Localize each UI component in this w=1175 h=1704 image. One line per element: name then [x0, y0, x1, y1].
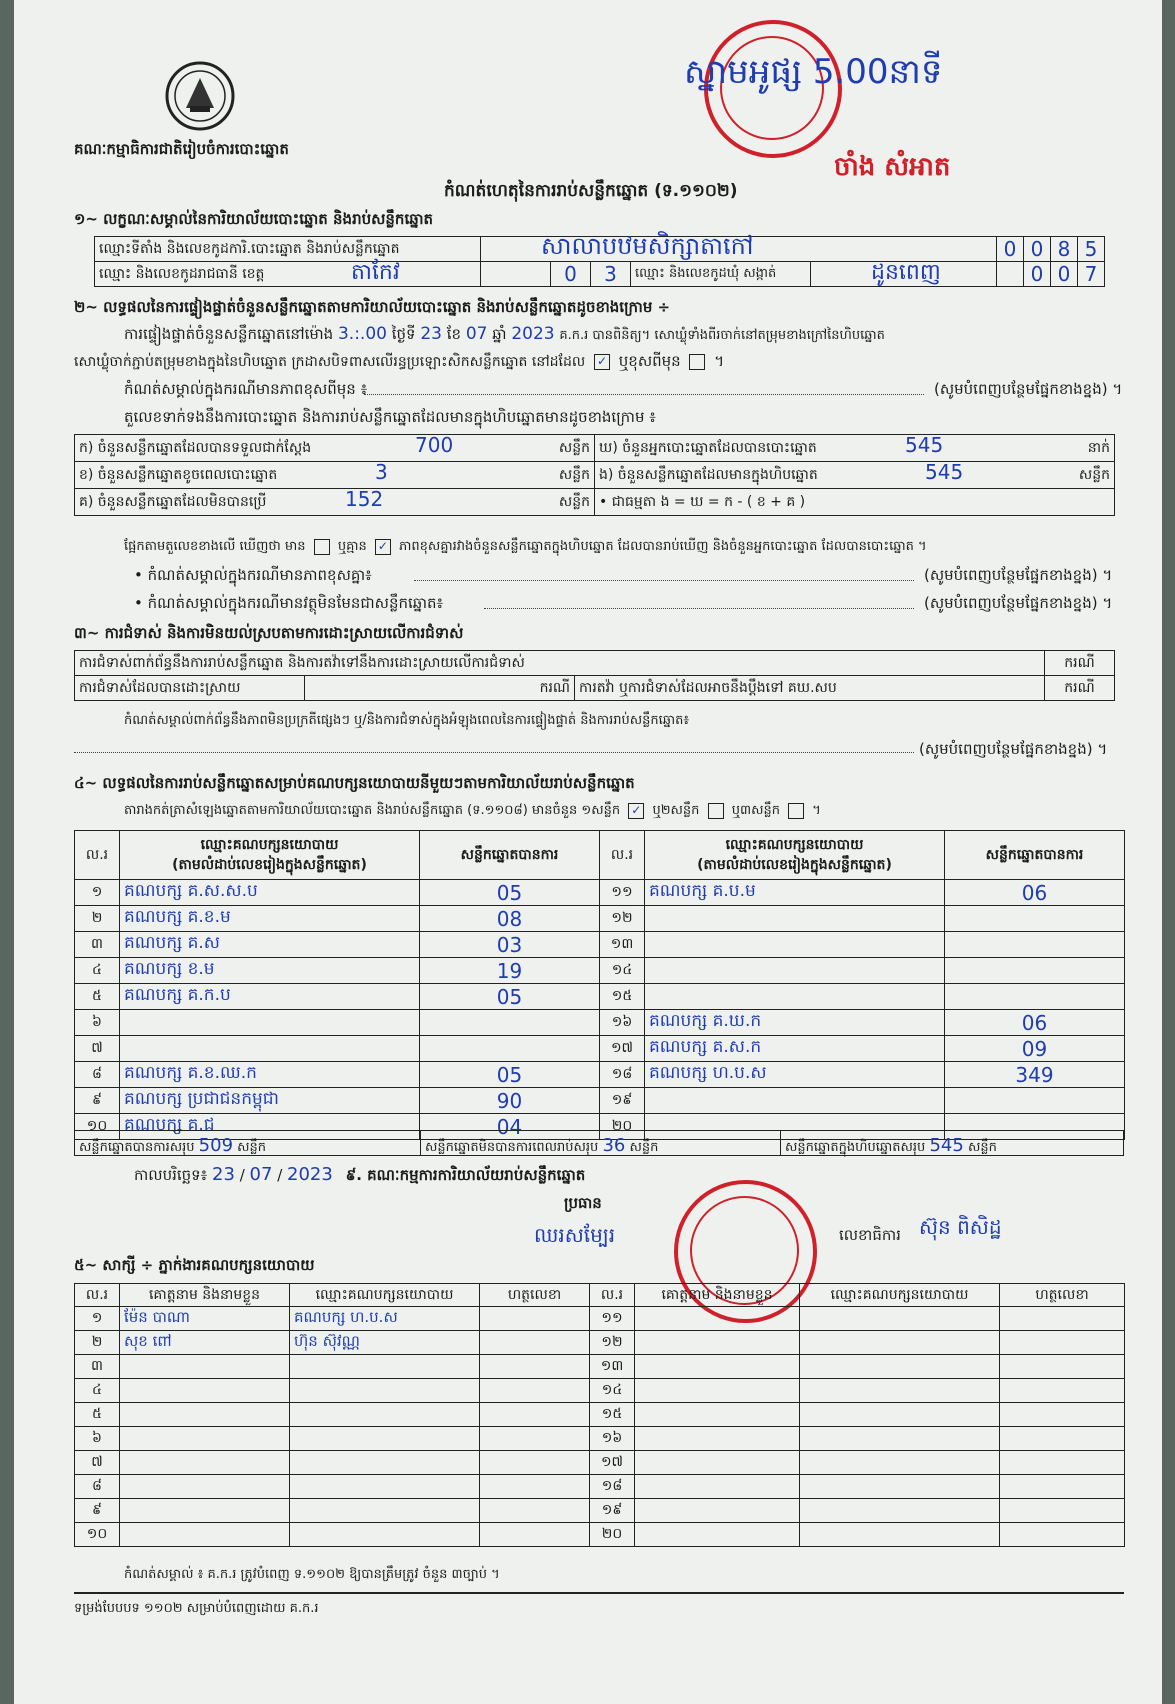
verification-line: [124, 324, 885, 347]
witness-party: [800, 1451, 1000, 1475]
bullet2-fill: (សូមបំពេញបន្ថែមផ្នែកខាងខ្នង) ។: [924, 594, 1113, 612]
result-party: គណបក្ស គ.ជ: [120, 1114, 420, 1140]
result-no: ១៤: [600, 958, 645, 984]
difference-note-label: កំណត់សម្គាល់ក្នុងករណីមានភាពខុសពីមុន ៖: [124, 380, 368, 398]
section4-heading: ៤~ លទ្ធផលនៃការរាប់សន្លឹកឆ្នោតសម្រាប់គណបក្សនយោបាយនីមួយៗតាមការិយាល័យរាប់សន្លឹកឆ្នោត: [74, 774, 635, 792]
tally-intro-text: តារាងកត់ត្រាសំឡេងឆ្នោតតាមការិយាល័យបោះឆ្នោត និងរាប់សន្លឹកឆ្នោត (ទ.១១០៨) មានចំនួន ១សន្លឹក: [124, 803, 621, 818]
document-page: [14, 0, 1162, 1704]
witness-col-party-left: ឈ្មោះគណបក្សនយោបាយ: [290, 1284, 480, 1307]
section1-heading: ១~ លក្ខណៈសម្គាល់នៃការិយាល័យបោះឆ្នោត និងរាប់សន្លឹកឆ្នោត: [74, 210, 434, 228]
witness-party: [800, 1523, 1000, 1547]
result-party: គណបក្ស គ.ក.ប: [120, 984, 420, 1010]
results-col-votes-right: សន្លឹកឆ្នោតបានការ: [945, 831, 1125, 880]
witness-row: [75, 1523, 1125, 1547]
total-box-unit: សន្លឹក: [967, 1140, 997, 1155]
witness-signature: [480, 1331, 590, 1355]
witness-no: ១៦: [590, 1427, 635, 1451]
witness-name: [635, 1475, 800, 1499]
witness-row: [75, 1499, 1125, 1523]
witness-no: ១៥: [590, 1403, 635, 1427]
result-no: ២០: [600, 1114, 645, 1140]
result-votes: [420, 1036, 600, 1062]
results-col-party-left: [120, 831, 420, 880]
witness-party: [290, 1379, 480, 1403]
witness-no: ៤: [75, 1379, 120, 1403]
witness-name: [120, 1355, 290, 1379]
witness-name: [120, 1379, 290, 1403]
witness-row: [75, 1475, 1125, 1499]
verification-time: 3.:.00: [337, 324, 387, 344]
witness-col-no-right: ល.រ: [590, 1284, 635, 1307]
witness-no: ២: [75, 1331, 120, 1355]
section3-heading: ៣~ ការជំទាស់ និងការមិនយល់ស្របតាមការដោះស្រាយលើការជំទាស់: [74, 624, 464, 642]
discrepancy-text-b: ឬគ្មាន: [337, 539, 367, 554]
voters-value: 545: [905, 433, 944, 457]
witness-signature: [480, 1475, 590, 1499]
president-label: ប្រធាន: [564, 1194, 602, 1212]
results-row: [75, 906, 1125, 932]
spoiled-label: ខ) ចំនួនសន្លឹកឆ្នោតខូចពេលបោះឆ្នោត: [79, 466, 278, 483]
station-code-1: 0: [997, 237, 1024, 262]
result-no: ២: [75, 906, 120, 932]
witness-party: [290, 1475, 480, 1499]
document-title: កំណត់ហេតុនៃការរាប់សន្លឹកឆ្នោត (ទ.១១០២): [444, 181, 738, 201]
result-party: គណបក្ស ប្រជាជនកម្ពុជា: [120, 1088, 420, 1114]
result-party: [120, 1010, 420, 1036]
result-party: គណបក្ស គ.ស: [120, 932, 420, 958]
witness-no: ៣: [75, 1355, 120, 1379]
objections-label: ការជំទាស់ពាក់ព័ន្ធនឹងការរាប់សន្លឹកឆ្នោត និងការតវ៉ាទៅនឹងការដោះស្រាយលើការជំទាស់: [75, 651, 1045, 676]
witness-name: [120, 1427, 290, 1451]
witness-signature: [480, 1379, 590, 1403]
result-party: [645, 1088, 945, 1114]
witness-no: ៦: [75, 1427, 120, 1451]
witness-party: [800, 1307, 1000, 1331]
witness-name: [120, 1403, 290, 1427]
nec-emblem: [164, 60, 236, 132]
witness-no: ៨: [75, 1475, 120, 1499]
handwritten-name-right: ចាំង សំអាត: [834, 152, 951, 182]
total-invalid-value: 36: [602, 1135, 626, 1156]
verification-text-d: ឆ្នាំ: [492, 325, 507, 343]
appeal-unit: ករណី: [1045, 676, 1115, 701]
results-col-votes-left: សន្លឹកឆ្នោតបានការ: [420, 831, 600, 880]
tally-intro: តារាងកត់ត្រាសំឡេងឆ្នោតតាមការិយាល័យបោះឆ្នោត និងរាប់សន្លឹកឆ្នោត (ទ.១១០៨) មានចំនួន ១សន្លឹក ✓ ឬ២សន្លឹក ឬ៣សន្លឹក ។: [124, 802, 821, 818]
received-value: 700: [415, 433, 454, 457]
total-valid-label: សន្លឹកឆ្នោតបានការសរុប: [79, 1140, 195, 1155]
result-votes: [945, 932, 1125, 958]
witness-signature: [1000, 1403, 1125, 1427]
verification-month: 07: [465, 324, 488, 344]
commune-code-1: 0: [1024, 262, 1051, 287]
witness-signature: [1000, 1307, 1125, 1331]
total-invalid-label: សន្លឹកឆ្នោតមិនបានការពេលរាប់សរុប: [425, 1140, 599, 1155]
witness-col-sig-right: ហត្ថលេខា: [1000, 1284, 1125, 1307]
witness-party: [290, 1451, 480, 1475]
witness-name: [635, 1331, 800, 1355]
unused-label: គ) ចំនួនសន្លឹកឆ្នោតដែលមិនបានប្រើ: [79, 493, 267, 510]
witness-no: ១៣: [590, 1355, 635, 1379]
witness-table: [74, 1283, 1125, 1547]
unused-value: 152: [345, 487, 384, 511]
discrepancy-text-c: ភាពខុសគ្នារវាងចំនួនសន្លឹកឆ្នោតក្នុងហិបឆ្នោត ដែលបានរាប់ឃើញ និងចំនួនអ្នកបោះឆ្នោត ដែលបានបោះឆ្នោត ។: [399, 539, 927, 554]
witness-no: ១៧: [590, 1451, 635, 1475]
received-unit: សន្លឹក: [558, 440, 590, 456]
witness-party: [290, 1403, 480, 1427]
witness-no: ៧: [75, 1451, 120, 1475]
discrepancy-line: [124, 538, 927, 557]
result-party: [645, 906, 945, 932]
in-box-value: 545: [925, 460, 964, 484]
secretary-label: លេខាធិការ: [839, 1226, 901, 1244]
result-votes: [945, 1088, 1125, 1114]
bullet2-label: • កំណត់សម្គាល់ក្នុងករណីមានវត្ថុមិនមែនជាសន្លឹកឆ្នោត៖: [134, 594, 444, 612]
section5-heading: ៥~ សាក្សី ÷ ភ្នាក់ងារគណបក្សនយោបាយ: [74, 1256, 315, 1274]
verification-day: 23: [420, 324, 442, 344]
result-votes: 06: [945, 880, 1125, 906]
witness-party: [800, 1427, 1000, 1451]
witness-col-name-right: គោត្តនាម និងនាមខ្លួន: [635, 1284, 800, 1307]
station-code-2: 0: [1024, 237, 1051, 262]
witness-no: ១៤: [590, 1379, 635, 1403]
witness-row: [75, 1451, 1125, 1475]
two-sheet-text: ឬ២សន្លឹក: [652, 803, 700, 818]
total-box-label: សន្លឹកឆ្នោតក្នុងហិបឆ្នោតសរុប: [785, 1140, 926, 1155]
results-col-party-right: [645, 831, 945, 880]
result-no: ១៦: [600, 1010, 645, 1036]
result-no: ៣: [75, 932, 120, 958]
result-no: ១៩: [600, 1088, 645, 1114]
objections-unit: ករណី: [1045, 651, 1115, 676]
signing-date: កាលបរិច្ឆេទ៖ 23 / 07 / 2023 ៩. គណៈកម្មការការិយាល័យរាប់សន្លឹកឆ្នោត: [134, 1164, 586, 1185]
unused-unit: សន្លឹក: [558, 494, 590, 510]
commune-label: ឈ្មោះ និងលេខកូដឃុំ សង្កាត់: [631, 262, 811, 287]
result-party: គណបក្ស គ.ខ.ឈ.ក: [120, 1062, 420, 1088]
province-code-2: 3: [591, 262, 631, 287]
bullet1-label: • កំណត់សម្គាល់ក្នុងករណីមានភាពខុសគ្នា៖: [134, 566, 372, 584]
commune-code-3: 7: [1078, 262, 1105, 287]
result-party: គណបក្ស គ.ខ.ម: [120, 906, 420, 932]
results-table: [74, 830, 1125, 1140]
witness-party: [800, 1403, 1000, 1427]
bullet2-line: [134, 594, 1114, 616]
total-valid-value: 509: [198, 1135, 234, 1156]
witness-row: [75, 1427, 1125, 1451]
date-day: 23: [212, 1164, 235, 1185]
witness-row: [75, 1379, 1125, 1403]
result-no: ៦: [75, 1010, 120, 1036]
secretary-signature: ស៊ុន ពិសិដ្ឋ: [919, 1215, 1002, 1239]
witness-signature: [1000, 1331, 1125, 1355]
result-votes: [945, 958, 1125, 984]
result-party: [645, 958, 945, 984]
result-no: ១: [75, 880, 120, 906]
witness-no: ១១: [590, 1307, 635, 1331]
result-votes: 08: [420, 906, 600, 932]
witness-party: គណបក្ស ហ.ប.ស: [290, 1307, 480, 1331]
results-row: [75, 958, 1125, 984]
result-votes: 05: [420, 984, 600, 1010]
date-year: 2023: [287, 1164, 333, 1185]
three-sheet-text: ឬ៣សន្លឹក: [731, 803, 780, 818]
station-code-3: 8: [1051, 237, 1078, 262]
witness-party: [800, 1355, 1000, 1379]
result-votes: 349: [945, 1062, 1125, 1088]
results-col-party-right-sub: (តាមលំដាប់លេខរៀងក្នុងសន្លឹកឆ្នោត): [697, 857, 892, 873]
two-sheet-checkbox[interactable]: [708, 803, 724, 819]
witness-name: ម៉ែន បាណា: [120, 1307, 290, 1331]
polling-station-value: សាលាបឋមសិក្សាតាកៅ: [541, 232, 754, 260]
witness-signature: [480, 1403, 590, 1427]
witness-signature: [480, 1523, 590, 1547]
total-invalid-unit: សន្លឹក: [629, 1140, 659, 1155]
results-row: [75, 880, 1125, 906]
one-sheet-checkbox[interactable]: ✓: [628, 803, 644, 819]
witness-row: [75, 1403, 1125, 1427]
appeal-label: ការតវ៉ា ឬការជំទាស់ដែលអាចនឹងប្តឹងទៅ គឃ.សប: [575, 676, 1045, 701]
witness-signature: [480, 1355, 590, 1379]
figures-intro: តួលេខទាក់ទងនឹងការបោះឆ្នោត និងការរាប់សន្លឹកឆ្នោតដែលមានក្នុងហិបឆ្នោតមានដូចខាងក្រោម ៖: [124, 408, 656, 426]
seal-text: សោឃ្លុំចាក់ភ្ជាប់តម្រុមខាងក្នុងនៃហិបឆ្នោត ក្រដាសបិទពាសលើរន្ធប្រឡោះសិកសន្លឹកឆ្នោត នៅដដែល: [74, 354, 586, 370]
spoiled-value: 3: [375, 460, 388, 484]
witness-name: [635, 1427, 800, 1451]
witness-name: [635, 1451, 800, 1475]
result-votes: 19: [420, 958, 600, 984]
witness-signature: [1000, 1355, 1125, 1379]
handwritten-stamp-note: ស្នាមអូផ្ស 5.00នាទី: [684, 52, 943, 92]
witness-row: [75, 1355, 1125, 1379]
witness-no: ២០: [590, 1523, 635, 1547]
witness-row: [75, 1307, 1125, 1331]
section3-table: [74, 650, 1115, 701]
witness-signature: [1000, 1451, 1125, 1475]
verification-text-a: ការផ្ទៀងផ្ទាត់ចំនួនសន្លឹកឆ្នោតនៅម៉ោង: [124, 325, 334, 343]
result-no: ៥: [75, 984, 120, 1010]
result-party: គណបក្ស គ.ប.ម: [645, 880, 945, 906]
spoiled-unit: សន្លឹក: [558, 467, 590, 483]
witness-row: [75, 1331, 1125, 1355]
witness-name: [120, 1451, 290, 1475]
witness-signature: [1000, 1427, 1125, 1451]
result-party: គណបក្ស គ.ឃ.ក: [645, 1010, 945, 1036]
three-sheet-checkbox[interactable]: [788, 803, 804, 819]
province-label: ឈ្មោះ និងលេខកូដរាជធានី ខេត្ត: [95, 262, 481, 287]
results-row: [75, 932, 1125, 958]
result-votes: [420, 1010, 600, 1036]
committee-label: ៩. គណៈកម្មការការិយាល័យរាប់សន្លឹកឆ្នោត: [345, 1166, 586, 1184]
results-row: [75, 1036, 1125, 1062]
formula-note: • ជាធម្មតា ង = ឃ = ក - ( ខ + គ ): [595, 489, 1115, 516]
witness-name: [635, 1379, 800, 1403]
different-text: ឬខុសពីមុន: [618, 352, 681, 370]
irregularity-fill: (សូមបំពេញបន្ថែមផ្នែកខាងខ្នង) ។: [919, 740, 1108, 758]
president-signature: ឈរសម្បែរ: [534, 1223, 616, 1247]
witness-name: [635, 1523, 800, 1547]
witness-signature: [1000, 1475, 1125, 1499]
result-votes: 05: [420, 880, 600, 906]
result-no: ១៨: [600, 1062, 645, 1088]
results-col-party-left-title: ឈ្មោះគណបក្សនយោបាយ: [200, 837, 339, 853]
difference-note-line: [124, 380, 1123, 402]
date-label: កាលបរិច្ឆេទ៖: [134, 1166, 208, 1184]
witness-party: [800, 1475, 1000, 1499]
total-box-value: 545: [929, 1135, 964, 1156]
verification-text-b: ថ្ងៃទី: [391, 325, 416, 343]
result-votes: 05: [420, 1062, 600, 1088]
witness-name: [120, 1523, 290, 1547]
witness-signature: [1000, 1499, 1125, 1523]
result-no: ១៧: [600, 1036, 645, 1062]
witness-name: [635, 1403, 800, 1427]
province-code-1: 0: [551, 262, 591, 287]
witness-no: ១២: [590, 1331, 635, 1355]
witness-col-no-left: ល.រ: [75, 1284, 120, 1307]
witness-no: ១៩: [590, 1499, 635, 1523]
witness-name: [635, 1355, 800, 1379]
commune-code-2: 0: [1051, 262, 1078, 287]
witness-col-name-left: គោត្តនាម និងនាមខ្លួន: [120, 1284, 290, 1307]
same-checkbox[interactable]: ✓: [594, 354, 610, 370]
witness-name: [635, 1499, 800, 1523]
total-valid-unit: សន្លឹក: [237, 1140, 267, 1155]
witness-signature: [1000, 1523, 1125, 1547]
results-row: [75, 984, 1125, 1010]
result-no: ៩: [75, 1088, 120, 1114]
results-col-party-right-title: ឈ្មោះគណបក្សនយោបាយ: [725, 837, 864, 853]
result-no: ១៣: [600, 932, 645, 958]
results-row: [75, 1010, 1125, 1036]
difference-note-fill: (សូមបំពេញបន្ថែមផ្នែកខាងខ្នង) ។: [934, 380, 1123, 398]
witness-name: [635, 1307, 800, 1331]
results-totals: [74, 1130, 1124, 1156]
witness-party: ហ៊ុន ស៊ុវណ្ណ: [290, 1331, 480, 1355]
section2-heading: ២~ លទ្ធផលនៃការផ្ទៀងផ្ទាត់ចំនួនសន្លឹកឆ្នោតតាមការិយាល័យបោះឆ្នោត និងរាប់សន្លឹកឆ្នោតដូចខាងក្រោម ÷: [74, 298, 671, 316]
witness-party: [290, 1427, 480, 1451]
commune-value: ដូនពេញ: [871, 260, 941, 285]
different-checkbox[interactable]: [689, 354, 705, 370]
province-value: តាកែវ: [351, 260, 400, 285]
witness-party: [290, 1355, 480, 1379]
verification-text-e: គ.ក.រ បានពិនិត្យ។ សោឃ្លុំទាំងពីរចាក់នៅតម្រុមខាងក្រៅនៃហិបឆ្នោត: [559, 328, 885, 343]
result-votes: 04: [420, 1114, 600, 1140]
section1-table: [94, 232, 1105, 287]
witness-col-party-right: ឈ្មោះគណបក្សនយោបាយ: [800, 1284, 1000, 1307]
result-votes: 09: [945, 1036, 1125, 1062]
result-no: ១០: [75, 1114, 120, 1140]
bullet1-line: [134, 566, 1114, 588]
result-no: ១៥: [600, 984, 645, 1010]
resolved-unit: ករណី: [305, 676, 575, 701]
results-col-no-left: ល.រ: [75, 831, 120, 880]
result-votes: 90: [420, 1088, 600, 1114]
verification-text-c: ខែ: [446, 325, 462, 343]
result-no: ៤: [75, 958, 120, 984]
bullet1-fill: (សូមបំពេញបន្ថែមផ្នែកខាងខ្នង) ។: [924, 566, 1113, 584]
resolved-label: ការជំទាស់ដែលបានដោះស្រាយ: [75, 676, 305, 701]
witness-party: [290, 1499, 480, 1523]
witness-party: [290, 1523, 480, 1547]
witness-name: សុខ ពៅ: [120, 1331, 290, 1355]
witness-party: [800, 1499, 1000, 1523]
commission-name: គណៈកម្មាធិការជាតិរៀបចំការបោះឆ្នោត: [74, 140, 289, 158]
form-footnote: កំណត់សម្គាល់ ៖ គ.ក.រ ត្រូវបំពេញ ទ.១១០២ ឱ្យបានត្រឹមត្រូវ ចំនួន ៣ច្បាប់ ។: [124, 1567, 500, 1582]
results-row: [75, 1088, 1125, 1114]
result-party: [645, 984, 945, 1010]
result-party: [120, 1036, 420, 1062]
witness-signature: [480, 1427, 590, 1451]
result-no: ១១: [600, 880, 645, 906]
results-col-party-left-sub: (តាមលំដាប់លេខរៀងក្នុងសន្លឹកឆ្នោត): [172, 857, 367, 873]
result-party: [645, 932, 945, 958]
witness-no: ១៨: [590, 1475, 635, 1499]
witness-signature: [480, 1499, 590, 1523]
seal-line: សោឃ្លុំចាក់ភ្ជាប់តម្រុមខាងក្នុងនៃហិបឆ្នោត ក្រដាសបិទពាសលើរន្ធប្រឡោះសិកសន្លឹកឆ្នោត នៅដដែល ✓ ឬខុសពីមុន ។: [74, 352, 725, 370]
station-code-4: 5: [1078, 237, 1105, 262]
verification-year: 2023: [511, 324, 555, 344]
result-votes: [945, 906, 1125, 932]
witness-col-sig-left: ហត្ថលេខា: [480, 1284, 590, 1307]
irregularity-note: កំណត់សម្គាល់ពាក់ព័ន្ធនឹងភាពមិនប្រក្រតីផ្សេងៗ ឬ/និងការជំទាស់ក្នុងអំឡុងពេលនៃការផ្ទៀងផ្ទាត់ និងការរាប់សន្លឹកឆ្នោត៖: [124, 713, 690, 728]
voters-label: ឃ) ចំនួនអ្នកបោះឆ្នោតដែលបានបោះឆ្នោត: [599, 439, 817, 456]
result-votes: [945, 984, 1125, 1010]
witness-signature: [480, 1307, 590, 1331]
results-col-no-right: ល.រ: [600, 831, 645, 880]
has-discrepancy-checkbox[interactable]: [314, 539, 330, 555]
witness-name: [120, 1499, 290, 1523]
result-party: គណបក្ស ខ.ម: [120, 958, 420, 984]
result-party: គណបក្ស ហ.ប.ស: [645, 1062, 945, 1088]
witness-signature: [480, 1451, 590, 1475]
witness-no: ១: [75, 1307, 120, 1331]
result-party: គណបក្ស គ.ស.ក: [645, 1036, 945, 1062]
date-month: 07: [249, 1164, 273, 1185]
result-no: ១២: [600, 906, 645, 932]
witness-no: ៥: [75, 1403, 120, 1427]
result-votes: 03: [420, 932, 600, 958]
form-footer: ទម្រង់បែបបទ ១១០២ សម្រាប់បំពេញដោយ គ.ក.រ: [74, 1601, 319, 1616]
result-no: ៨: [75, 1062, 120, 1088]
witness-party: [800, 1379, 1000, 1403]
figures-table: [74, 434, 1115, 516]
discrepancy-text-a: ផ្អែកតាមតួលេខខាងលើ ឃើញថា មាន: [124, 539, 306, 554]
witness-signature: [1000, 1379, 1125, 1403]
result-no: ៧: [75, 1036, 120, 1062]
in-box-unit: សន្លឹក: [1078, 467, 1110, 483]
witness-no: ៩: [75, 1499, 120, 1523]
result-party: គណបក្ស គ.ស.ស.ប: [120, 880, 420, 906]
in-box-label: ង) ចំនួនសន្លឹកឆ្នោតដែលមានក្នុងហិបឆ្នោត: [599, 466, 818, 483]
result-votes: 06: [945, 1010, 1125, 1036]
no-discrepancy-checkbox[interactable]: ✓: [375, 539, 391, 555]
polling-station-label: ឈ្មោះទីតាំង និងលេខកូដការិ.បោះឆ្នោត និងរាប់សន្លឹកឆ្នោត: [95, 237, 481, 262]
witness-no: ១០: [75, 1523, 120, 1547]
witness-name: [120, 1475, 290, 1499]
received-label: ក) ចំនួនសន្លឹកឆ្នោតដែលបានទទួលជាក់ស្តែង: [79, 439, 312, 456]
voters-unit: នាក់: [1087, 440, 1110, 456]
witness-party: [800, 1331, 1000, 1355]
results-row: [75, 1062, 1125, 1088]
